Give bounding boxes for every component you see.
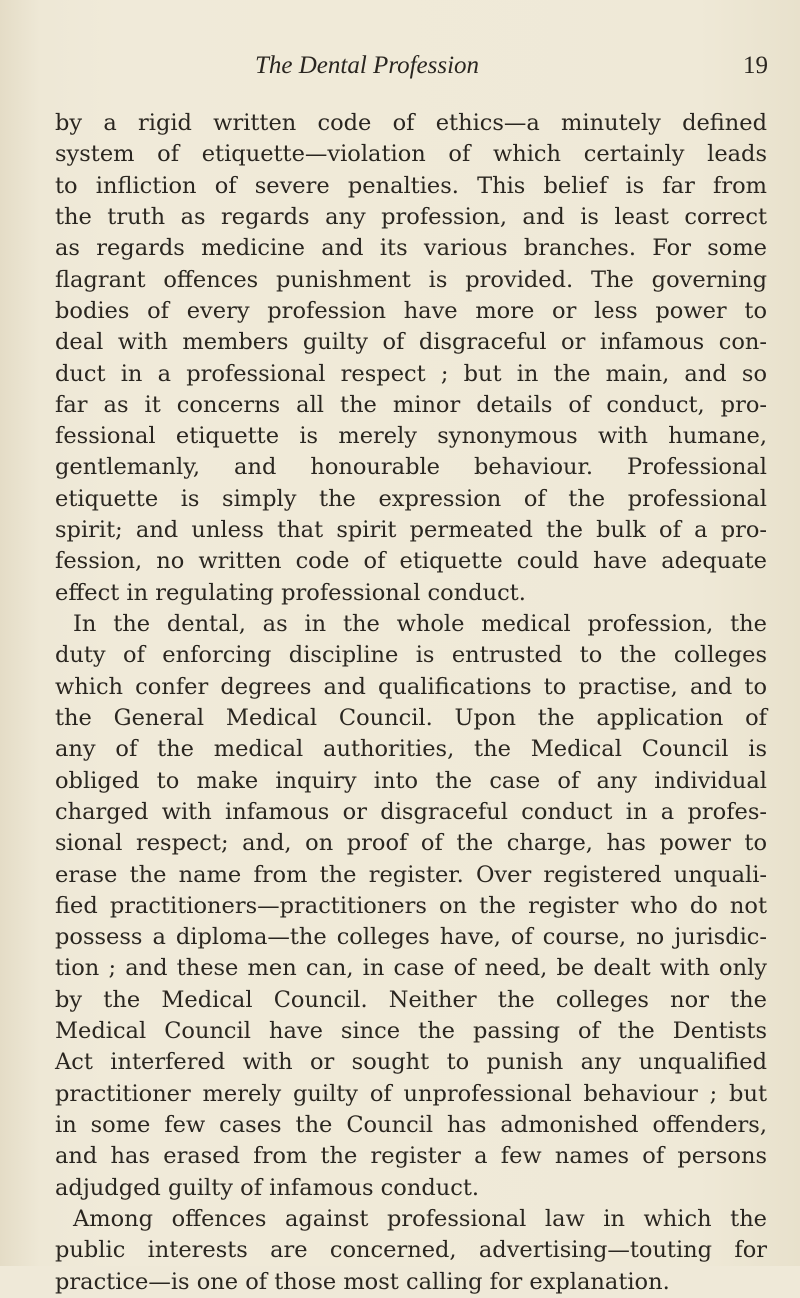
text-line: far as it concerns all the minor details of conduct, pro- — [55, 391, 767, 418]
text-line: Medical Council have since the passing of the Dentists — [55, 1018, 767, 1045]
text-line: in some few cases the Council has admonished offenders, — [55, 1112, 767, 1138]
body-text — [55, 108, 767, 1298]
text-line: flagrant offences punishment is provided. The governing — [55, 266, 767, 293]
running-title: The Dental Profession — [255, 52, 480, 79]
text-line: etiquette is simply the expression of the professional — [55, 485, 767, 512]
text-line: tion ; and these men can, in case of need, be dealt with only — [55, 955, 767, 982]
text-line: to infliction of severe penalties. This belief is far from — [55, 172, 767, 199]
text-line: system of etiquette—violation of which certainly leads — [55, 141, 767, 168]
text-line: as regards medicine and its various branches. For some — [55, 235, 767, 262]
text-line-paragraph-end: adjudged guilty of infamous conduct. — [55, 1174, 480, 1201]
text-line: any of the medical authorities, the Medical Council is — [55, 736, 767, 763]
text-line: erase the name from the register. Over registered unquali- — [55, 861, 767, 888]
text-line-paragraph-end: practice—is one of those most calling for explanation. — [55, 1268, 670, 1295]
text-line: the truth as regards any profession, and is least correct — [55, 203, 767, 230]
text-line: which confer degrees and qualifications to practise, and to — [55, 673, 767, 700]
text-line-paragraph-start: Among offences against professional law in which the — [73, 1205, 767, 1232]
text-line: and has erased from the register a few names of persons — [55, 1143, 767, 1170]
text-line: fied practitioners—practitioners on the register who do not — [55, 892, 767, 919]
text-line-paragraph-end: effect in regulating professional conduct. — [55, 579, 526, 606]
text-line: by the Medical Council. Neither the colleges nor the — [55, 986, 767, 1013]
text-line: fession, no written code of etiquette could have adequate — [55, 548, 767, 575]
text-line: bodies of every profession have more or less power to — [55, 297, 767, 324]
text-line: public interests are concerned, advertising—touting for — [55, 1237, 767, 1264]
text-line: practitioner merely guilty of unprofessional behaviour ; but — [55, 1080, 767, 1107]
text-line: Act interfered with or sought to punish any unqualified — [55, 1049, 767, 1076]
running-head — [0, 52, 800, 82]
text-line: by a rigid written code of ethics—a minutely defined — [55, 110, 767, 136]
text-line: possess a diploma—the colleges have, of course, no jurisdic- — [55, 924, 767, 951]
page-number: 19 — [743, 52, 768, 79]
text-line: fessional etiquette is merely synonymous with humane, — [55, 423, 767, 450]
text-line: duct in a professional respect ; but in the main, and so — [55, 360, 767, 387]
text-line: duty of enforcing discipline is entrusted to the colleges — [55, 642, 767, 669]
text-line: the General Medical Council. Upon the application of — [55, 704, 767, 731]
text-line: gentlemanly, and honourable behaviour. Professional — [55, 454, 767, 481]
text-line: charged with infamous or disgraceful conduct in a profes- — [55, 798, 767, 825]
text-line: sional respect; and, on proof of the charge, has power to — [55, 830, 767, 857]
text-line: deal with members guilty of disgraceful or infamous con- — [55, 329, 767, 356]
text-line-paragraph-start: In the dental, as in the whole medical profession, the — [73, 611, 767, 637]
text-line: obliged to make inquiry into the case of any individual — [55, 767, 767, 794]
text-line: spirit; and unless that spirit permeated the bulk of a pro- — [55, 517, 767, 544]
